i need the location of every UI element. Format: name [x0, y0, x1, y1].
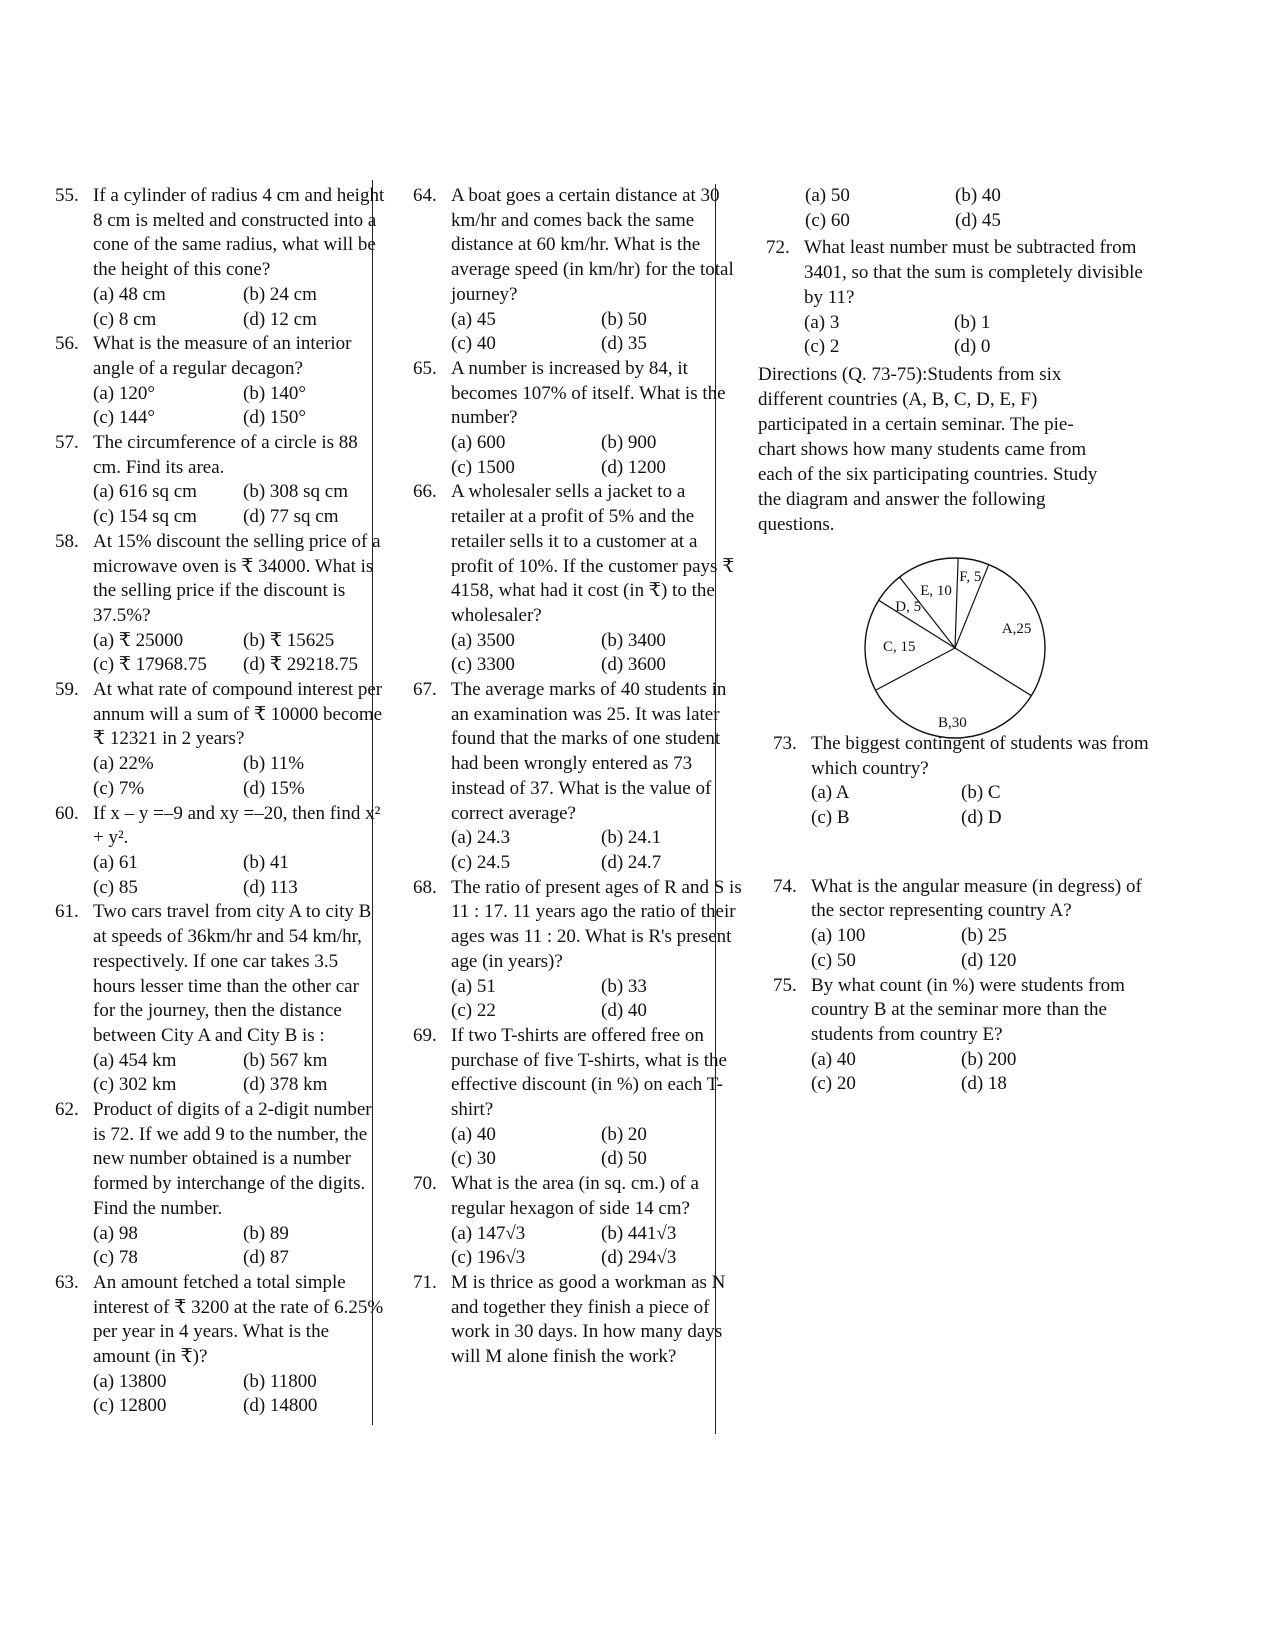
pie-label-B: B,30	[938, 714, 967, 731]
question-text: What is the measure of an interior angle of a regular decagon?	[93, 333, 352, 379]
option: (a) 147√3	[451, 1222, 526, 1244]
question-66	[413, 480, 743, 678]
option: (d) D	[961, 807, 1002, 829]
option: (d) ₹ 29218.75	[243, 654, 358, 676]
option: (d) 40	[601, 1000, 647, 1022]
pie-slice-boundary-B	[955, 648, 1031, 696]
answer-options	[93, 283, 385, 332]
question-number: 56.	[55, 333, 79, 355]
question-number: 55.	[55, 185, 79, 206]
option: (b) 900	[601, 432, 657, 454]
question-number: 69.	[413, 1024, 437, 1046]
question-64	[413, 184, 743, 357]
option: (b) 200	[961, 1048, 1017, 1070]
option: (c) B	[811, 807, 850, 829]
question-58	[55, 530, 385, 678]
option: (a) 24.3	[451, 827, 511, 849]
option: (c) 85	[93, 876, 138, 898]
question-63	[55, 1271, 385, 1419]
question-62	[55, 1098, 385, 1271]
question-number: 58.	[55, 530, 79, 552]
option: (c) 60	[805, 209, 850, 231]
pie-label-E: E, 10	[920, 582, 952, 599]
option: (c) 40	[451, 333, 496, 355]
question-number: 64.	[413, 185, 437, 206]
pie-label-F: F, 5	[959, 568, 982, 585]
option: (b) 11%	[243, 753, 305, 775]
option: (b) 24.1	[601, 827, 662, 849]
option: (b) 89	[243, 1222, 289, 1244]
option: (d) 87	[243, 1247, 289, 1269]
option: (c) 3300	[451, 654, 515, 676]
option: (a) 61	[93, 851, 138, 873]
question-number: 75.	[773, 974, 797, 996]
option: (a) 98	[93, 1222, 138, 1244]
question-text: The average marks of 40 students in an examination was 25. It was later found that the marks of one student had been wrongly entered as 73 instead of 37. What is the value of correct average?	[451, 679, 727, 824]
question-text: At what rate of compound interest per annum will a sum of ₹ 10000 become ₹ 12321 in 2 years?	[93, 679, 383, 750]
option: (d) 35	[601, 333, 647, 355]
answer-options	[93, 629, 385, 678]
option: (c) 22	[451, 1000, 496, 1022]
answer-options	[93, 1049, 385, 1098]
question-number: 67.	[413, 679, 437, 701]
question-number: 73.	[773, 732, 797, 754]
answer-options	[451, 629, 743, 678]
answer-options	[93, 1222, 385, 1271]
question-74	[773, 875, 1153, 974]
option: (a) 120°	[93, 382, 155, 404]
question-number: 60.	[55, 802, 79, 824]
option: (d) 150°	[243, 407, 307, 429]
option: (b) 567 km	[243, 1049, 328, 1071]
answer-options	[93, 752, 385, 801]
option: (d) 24.7	[601, 851, 662, 873]
option: (b) 20	[601, 1123, 647, 1145]
question-57	[55, 431, 385, 530]
option: (a) 40	[811, 1048, 856, 1070]
question-59	[55, 678, 385, 802]
option: (a) ₹ 25000	[93, 629, 184, 651]
option: (a) 616 sq cm	[93, 481, 197, 503]
question-number: 65.	[413, 357, 437, 379]
question-text: A number is increased by 84, it becomes 107% of itself. What is the number?	[451, 357, 726, 429]
answer-options	[451, 431, 743, 480]
option: (c) 8 cm	[93, 308, 157, 330]
option: (b) 40	[955, 185, 1001, 206]
question-69	[413, 1024, 743, 1172]
question-text: What is the angular measure (in degress) of the sector representing country A?	[811, 875, 1142, 922]
option: (b) 3400	[601, 629, 666, 651]
option: (d) 3600	[601, 654, 666, 676]
question-text: The biggest contingent of students was from which country?	[811, 732, 1149, 779]
question-72	[766, 236, 1153, 360]
column-1	[55, 184, 385, 1419]
question-text: By what count (in %) were students from country B at the seminar more than the students from country E?	[811, 974, 1125, 1045]
option: (c) 30	[451, 1148, 496, 1170]
question-60	[55, 802, 385, 901]
answer-options	[804, 311, 1153, 360]
answer-options	[93, 480, 385, 529]
option: (b) 41	[243, 851, 289, 873]
question-55	[55, 184, 385, 332]
answer-options	[451, 975, 743, 1024]
option: (c) 24.5	[451, 851, 511, 873]
question-text: If a cylinder of radius 4 cm and height 8 cm is melted and constructed into a cone of the same radius, what will be the height of this cone?	[93, 185, 385, 281]
option: (b) 25	[961, 925, 1007, 947]
question-number: 66.	[413, 481, 437, 503]
option: (c) 7%	[93, 777, 145, 799]
question-70	[413, 1172, 743, 1271]
question-71	[413, 1271, 743, 1370]
option: (c) 302 km	[93, 1074, 177, 1096]
question-number: 72.	[766, 237, 790, 259]
option: (b) 33	[601, 975, 647, 997]
question-text: At 15% discount the selling price of a microwave oven is ₹ 34000. What is the selling price if the discount is 37.5%?	[93, 530, 381, 626]
question-text: If x – y =–9 and xy =–20, then find x² + y².	[93, 802, 381, 849]
question-number: 62.	[55, 1099, 79, 1121]
option: (d) 45	[955, 209, 1001, 231]
question-67	[413, 678, 743, 876]
answer-options	[93, 382, 385, 431]
option: (d) 50	[601, 1148, 647, 1170]
option: (a) 50	[805, 185, 850, 206]
q71-options-continued	[793, 184, 1153, 233]
option: (c) 50	[811, 949, 856, 971]
option: (c) 78	[93, 1247, 138, 1269]
option: (b) 308 sq cm	[243, 481, 349, 503]
answer-options	[811, 924, 1153, 973]
option: (d) 12 cm	[243, 308, 317, 330]
option: (d) 14800	[243, 1395, 318, 1417]
question-number: 70.	[413, 1173, 437, 1195]
answer-options	[93, 1370, 385, 1419]
question-number: 71.	[413, 1271, 437, 1293]
pie-chart	[855, 548, 1055, 748]
option: (b) 24 cm	[243, 283, 317, 305]
option: (c) ₹ 17968.75	[93, 654, 207, 676]
question-text: M is thrice as good a workman as N and together they finish a piece of work in 30 days. In how many days will M alone finish the work?	[451, 1271, 726, 1368]
question-75	[773, 974, 1153, 1098]
option: (a) 13800	[93, 1370, 167, 1392]
option: (c) 1500	[451, 456, 515, 478]
question-text: The circumference of a circle is 88 cm. Find its area.	[93, 432, 358, 478]
option: (a) 51	[451, 975, 496, 997]
column-2	[413, 184, 743, 1370]
question-61	[55, 900, 385, 1098]
option: (a) 22%	[93, 753, 154, 775]
option: (c) 2	[804, 336, 840, 358]
option: (c) 154 sq cm	[93, 506, 197, 528]
option: (d) 77 sq cm	[243, 506, 339, 528]
option: (b) C	[961, 782, 1001, 804]
option: (b) 140°	[243, 382, 307, 404]
question-text: Product of digits of a 2-digit number is 72. If we add 9 to the number, the new number obtained is a number formed by interchange of the digits. Find the number.	[93, 1099, 372, 1219]
pie-label-A: A,25	[1001, 620, 1032, 637]
question-number: 68.	[413, 876, 437, 898]
option: (d) 113	[243, 876, 298, 898]
question-number: 57.	[55, 432, 79, 454]
option: (d) 1200	[601, 456, 666, 478]
option: (c) 196√3	[451, 1247, 526, 1269]
option: (a) 48 cm	[93, 283, 166, 305]
option: (d) 294√3	[601, 1247, 677, 1269]
answer-options	[811, 1048, 1153, 1097]
directions-text: Directions (Q. 73-75):Students from six different countries (A, B, C, D, E, F) participated in a certain seminar. The pie-chart shows how many students came from each of the six participating countries. Study the diagram and answer the following questions.	[758, 363, 1098, 535]
pie-label-D: D, 5	[895, 598, 922, 615]
option: (a) 3500	[451, 629, 515, 651]
option: (b) 1	[954, 311, 991, 333]
option: (a) 45	[451, 308, 496, 330]
answer-options	[451, 826, 743, 875]
option: (a) 600	[451, 432, 506, 454]
pie-slice-boundary-F	[955, 558, 958, 648]
option: (a) 100	[811, 925, 866, 947]
option: (d) 18	[961, 1073, 1007, 1095]
option: (d) 0	[954, 336, 991, 358]
question-number: 74.	[773, 875, 797, 897]
option: (b) ₹ 15625	[243, 629, 335, 651]
option: (c) 20	[811, 1073, 856, 1095]
answer-options	[451, 308, 743, 357]
option: (a) A	[811, 782, 850, 804]
answer-options	[811, 781, 1153, 830]
question-text: If two T-shirts are offered free on purchase of five T-shirts, what is the effective discount (in %) on each T-shirt?	[451, 1024, 727, 1121]
option: (c) 144°	[93, 407, 155, 429]
option: (a) 40	[451, 1123, 496, 1145]
answer-options	[93, 851, 385, 900]
option: (c) 12800	[93, 1395, 167, 1417]
option: (b) 441√3	[601, 1222, 677, 1244]
question-number: 61.	[55, 901, 79, 923]
question-text: Two cars travel from city A to city B at speeds of 36km/hr and 54 km/hr, respectively. If one car takes 3.5 hours lesser time than the other car for the journey, then the distance between City A and City B is :	[93, 901, 372, 1046]
question-65	[413, 357, 743, 481]
answer-options	[451, 1123, 743, 1172]
question-text: The ratio of present ages of R and S is 11 : 17. 11 years ago the ratio of their ages was 11 : 20. What is R's present age (in years)?	[451, 876, 742, 972]
pie-label-C: C, 15	[882, 639, 916, 656]
option: (b) 11800	[243, 1370, 317, 1392]
option: (a) 454 km	[93, 1049, 177, 1071]
question-56	[55, 332, 385, 431]
question-text: What least number must be subtracted from 3401, so that the sum is completely divisible by 11?	[804, 237, 1143, 308]
answer-options	[451, 1222, 743, 1271]
option: (d) 378 km	[243, 1074, 328, 1096]
option: (d) 120	[961, 949, 1017, 971]
option: (b) 50	[601, 308, 647, 330]
question-number: 59.	[55, 679, 79, 701]
question-number: 63.	[55, 1271, 79, 1293]
question-text: What is the area (in sq. cm.) of a regular hexagon of side 14 cm?	[451, 1173, 699, 1219]
option: (d) 15%	[243, 777, 305, 799]
question-text: A boat goes a certain distance at 30 km/hr and comes back the same distance at 60 km/hr. What is the average speed (in km/hr) for the total journey?	[451, 185, 734, 305]
question-text: An amount fetched a total simple interest of ₹ 3200 at the rate of 6.25% per year in 4 years. What is the amount (in ₹)?	[93, 1271, 384, 1368]
question-68	[413, 876, 743, 1024]
option: (a) 3	[804, 311, 840, 333]
question-text: A wholesaler sells a jacket to a retailer at a profit of 5% and the retailer sells it to a customer at a profit of 10%. If the customer pays ₹ 4158, what had it cost (in ₹) to the wholesaler?	[451, 481, 735, 626]
